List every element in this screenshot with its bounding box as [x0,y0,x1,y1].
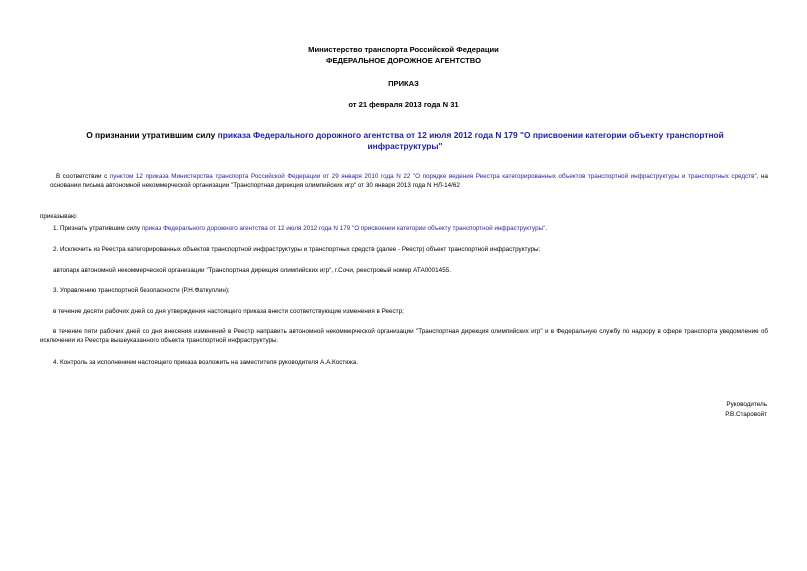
document-date-number: от 21 февраля 2013 года N 31 [348,100,459,109]
item-2: 2. Исключить из Реестра категорированных объектов транспортной инфраструктуры и транспортных средств (далее - Реестр) объект транспортной инфраструктуры: [53,246,541,253]
agency-name: ФЕДЕРАЛЬНОЕ ДОРОЖНОЕ АГЕНТСТВО [326,56,481,65]
preamble-text-1: В соответствии с [56,173,110,180]
item-3-b: в течение пяти рабочих дней со дня внесения изменений в Реестр направить автономной некоммерческой организации "Транспортная дирекция олимпийских игр" и в Федеральную службу по надзору в сфере транспорта уведомление об исключении из Реестра вышеуказанного объекта транспортной инфраструктуры. [40,328,768,344]
title-link[interactable]: приказа Федерального дорожного агентства от 12 июля 2012 года N 179 "О присвоении категории объекту транспортной инфраструктуры" [217,130,724,151]
title-prefix: О признании утратившим силу [86,130,218,140]
order-word: приказываю: [40,213,78,220]
item-2-sub: автопарк автономной некоммерческой организации "Транспортная дирекция олимпийских игр", г.Сочи, реестровый номер АТА0001455. [53,267,451,274]
document-type: ПРИКАЗ [388,79,419,88]
item-3: 3. Управлению транспортной безопасности (Р.Н.Фаткуллин): [53,287,230,294]
preamble-link[interactable]: пунктом 12 приказа Министерства транспорта Российской Федерации от 29 января 2010 года N 22 "О порядке ведения Реестра категорированных объектов транспортной инфраструктуры и транспортных средств" [109,173,757,180]
signature-name: Р.В.Старовойт [725,411,767,418]
document-title [55,130,755,152]
item-1-prefix: 1. Признать утратившим силу [53,225,142,232]
ministry-name: Министерство транспорта Российской Федерации [308,45,499,54]
signature-position: Руководитель [726,401,767,408]
item-1-suffix: . [545,225,548,232]
preamble-paragraph [50,172,768,190]
item-1-link[interactable]: приказ Федерального дорожного агентства от 12 июля 2012 года N 179 "О присвоении категории объекту транспортной инфраструктуры" [141,225,546,232]
item-1 [53,224,768,233]
item-4: 4. Контроль за исполнением настоящего приказа возложить на заместителя руководителя А.А.Костюка. [53,359,359,366]
item-3-a: в течение десяти рабочих дней со дня утверждения настоящего приказа внести соответствующие изменения в Реестр; [53,308,404,315]
preamble-text-2: , на основании письма автономной некоммерческой организации "Транспортная дирекция олимпийских игр" от 30 января 2013 года N НЛ-14/62 [50,173,769,189]
